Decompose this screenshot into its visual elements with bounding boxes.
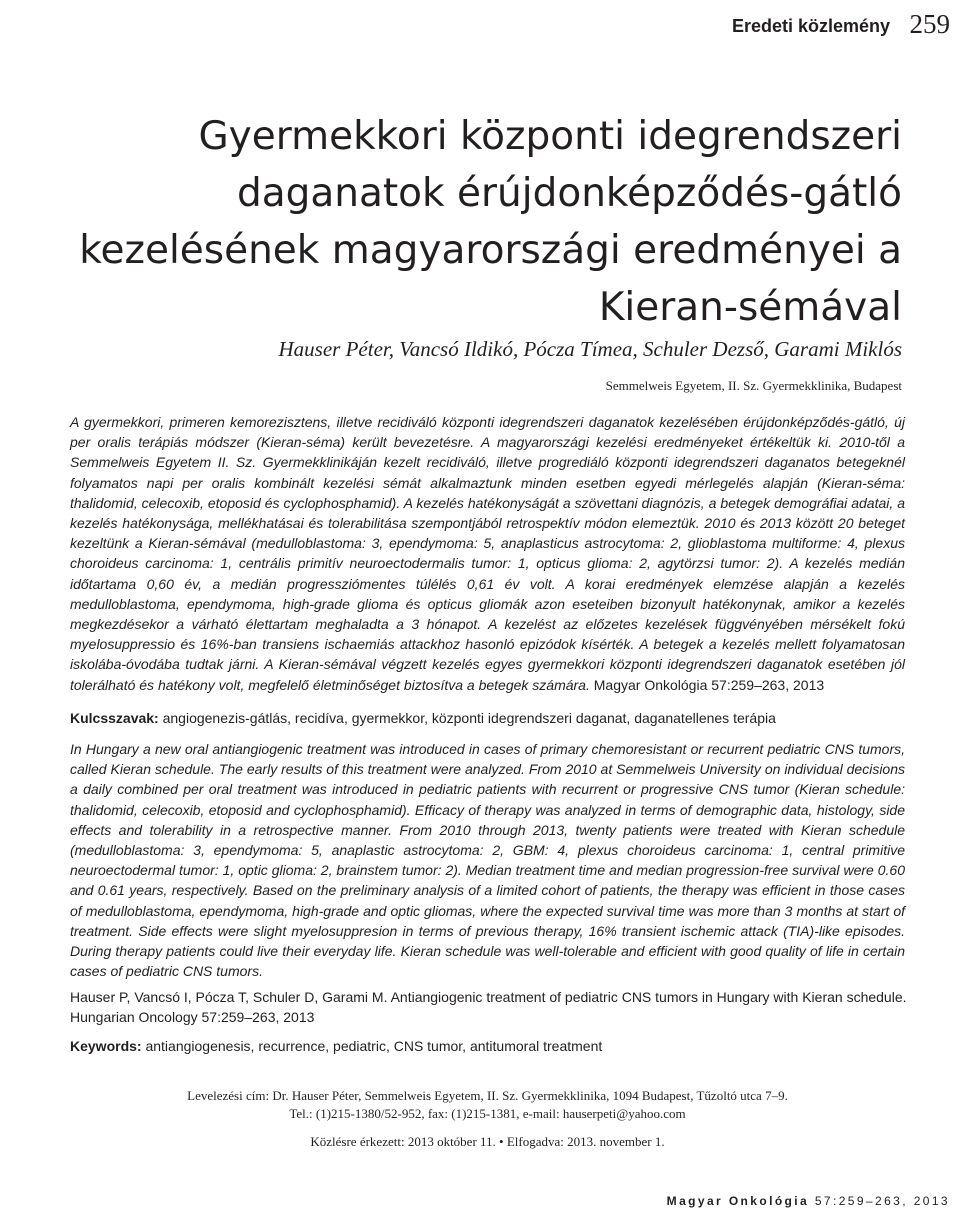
page-footer (667, 1194, 950, 1208)
keywords-english-label: Keywords: (70, 1038, 142, 1054)
abstract-hungarian-text: A gyermekkori, primeren kemorezisztens, illetve recidiváló központi idegrendszeri daganatok kezelésében érújdonképződés-gátló, új per oralis terápiás módszer (Kieran-séma) került bevezetésre. A magyarországi kezelési eredményeket értékeltük ki. 2010-től a Semmelweis Egyetem II. Sz. Gyermekklinikáján kezelt recidiváló, illetve progrediáló központi idegrendszeri daganatos betegeknél folyamatos napi per oralis kombinált kezelési sémát alkalmaztunk minden esetben egyedi mérlegelés alapján (Kieran-séma: thalidomid, celecoxib, etoposid és cyclophosphamid). A kezelés hatékonyságát a szövettani diagnózis, a betegek demográfiai adatai, a kezelés hatékonysága, mellékhatásai és tolerabilitása szempontjából retrospektív módon elemeztük. 2010 és 2013 között 20 beteget kezeltünk a Kieran-sémával (medulloblastoma: 3, ependymoma: 5, anaplasticus astrocytoma: 2, glioblastoma multiforme: 4, plexus choroideus carcinoma: 1, centrális primitív neuroectodermalis tumor: 1, opticus glioma: 2, agytörzsi tumor: 2). A kezelés medián időtartama 0,60 év, a medián progressziómentes túlélés 0,61 év volt. A korai eredmények elemzése alapján a kezelés medulloblastoma, ependymoma, high-grade glioma és opticus gliomák azon eseteiben bizonyult hatékonynak, amikor a kezelés megkezdésekor a várható élettartam meghaladta a 3 hónapot. A kezelést az előzetes kezelések függvényében mérsékelt fokú myelosuppressio és 16%-ban transiens ischaemiás attackhoz hasonló epizódok kísérték. A betegek a kezelés mellett folyamatosan iskolába-óvodába tudtak járni. A Kieran-sémával végzett kezelés egyes gyermekkori központi idegrendszeri daganatok esetében jól tolerálható és hatékony volt, megfelelő életminőséget biztosítva a betegek számára. (70, 414, 905, 693)
keywords-english (70, 1038, 905, 1054)
correspondence-contact: Tel.: (1)215-1380/52-952, fax: (1)215-1381, e-mail: hauserpeti@yahoo.com (289, 1106, 686, 1121)
keywords-hungarian-text: angiogenezis-gátlás, recidíva, gyermekkor, központi idegrendszeri daganat, daganatellenes terápia (162, 710, 776, 726)
correspondence-address: Levelezési cím: Dr. Hauser Péter, Semmelweis Egyetem, II. Sz. Gyermekklinika, 1094 Budapest, Tűzoltó utca 7–9. (187, 1088, 788, 1103)
page-number: 259 (909, 9, 950, 39)
keywords-hungarian-label: Kulcsszavak: (70, 710, 159, 726)
article-title: Gyermekkori központi idegrendszeri daganatok érújdonképződés-gátló kezelésének magyarországi eredményei a Kieran-sémával (79, 114, 902, 330)
submission-dates: Közlésre érkezett: 2013 október 11. • Elfogadva: 2013. november 1. (310, 1134, 665, 1149)
keywords-hungarian (70, 710, 905, 726)
english-citation: Hauser P, Vancsó I, Pócza T, Schuler D, Garami M. Antiangiogenic treatment of pediatric CNS tumors in Hungary with Kieran schedule. Hungarian Oncology 57:259–263, 2013 (70, 989, 907, 1026)
abstract-hungarian (70, 412, 905, 695)
page-header (0, 0, 960, 48)
abstract-english: In Hungary a new oral antiangiogenic treatment was introduced in cases of primary chemoresistant or recurrent pediatric CNS tumors, called Kieran schedule. The early results of this treatment were analyzed. From 2010 at Semmelweis University on individual decisions a daily combined per oral treatment was introduced in pediatric patients with recurrent or progressive CNS tumor (Kieran schedule: thalidomid, celecoxib, etoposid and cyclophosphamid). Efficacy of therapy was analyzed in terms of demographic data, histology, side effects and tolerability in a retrospective manner. From 2010 through 2013, twenty patients were treated with Kieran schedule (medulloblastoma: 3, ependymoma: 5, anaplastic astrocytoma: 2, GBM: 4, plexus choroideus carcinoma: 1, central primitive neuroectodermal tumor: 1, optic glioma: 2, brainstem tumor: 2). Median treatment time and median progression-free survival were 0.60 and 0.61 years, respectively. Based on the preliminary analysis of a limited cohort of patients, the therapy was efficient in those cases of medulloblastoma, ependymoma, high-grade and optic gliomas, where the expected survival time was more than 3 months at start of treatment. Side effects were slight myelosuppresion in terms of previous therapy, 16% transient ischemic attack (TIA)-like episodes. During therapy patients could live their everyday life. Kieran schedule was well-tolerable and efficient with good quality of life in certain cases of pediatric CNS tumors. (70, 741, 905, 980)
abstract-journal-reference: Magyar Onkológia 57:259–263, 2013 (593, 676, 825, 693)
footer-journal-name: Magyar Onkológia (666, 1194, 810, 1208)
keywords-english-text: antiangiogenesis, recurrence, pediatric, CNS tumor, antitumoral treatment (145, 1038, 603, 1054)
author-list: Hauser Péter, Vancsó Ildikó, Pócza Tímea, Schuler Dezső, Garami Miklós (278, 337, 902, 361)
affiliation: Semmelweis Egyetem, II. Sz. Gyermekklinika, Budapest (605, 378, 902, 393)
section-label: Eredeti közlemény (731, 16, 890, 36)
footer-reference: 57:259–263, 2013 (814, 1194, 950, 1208)
